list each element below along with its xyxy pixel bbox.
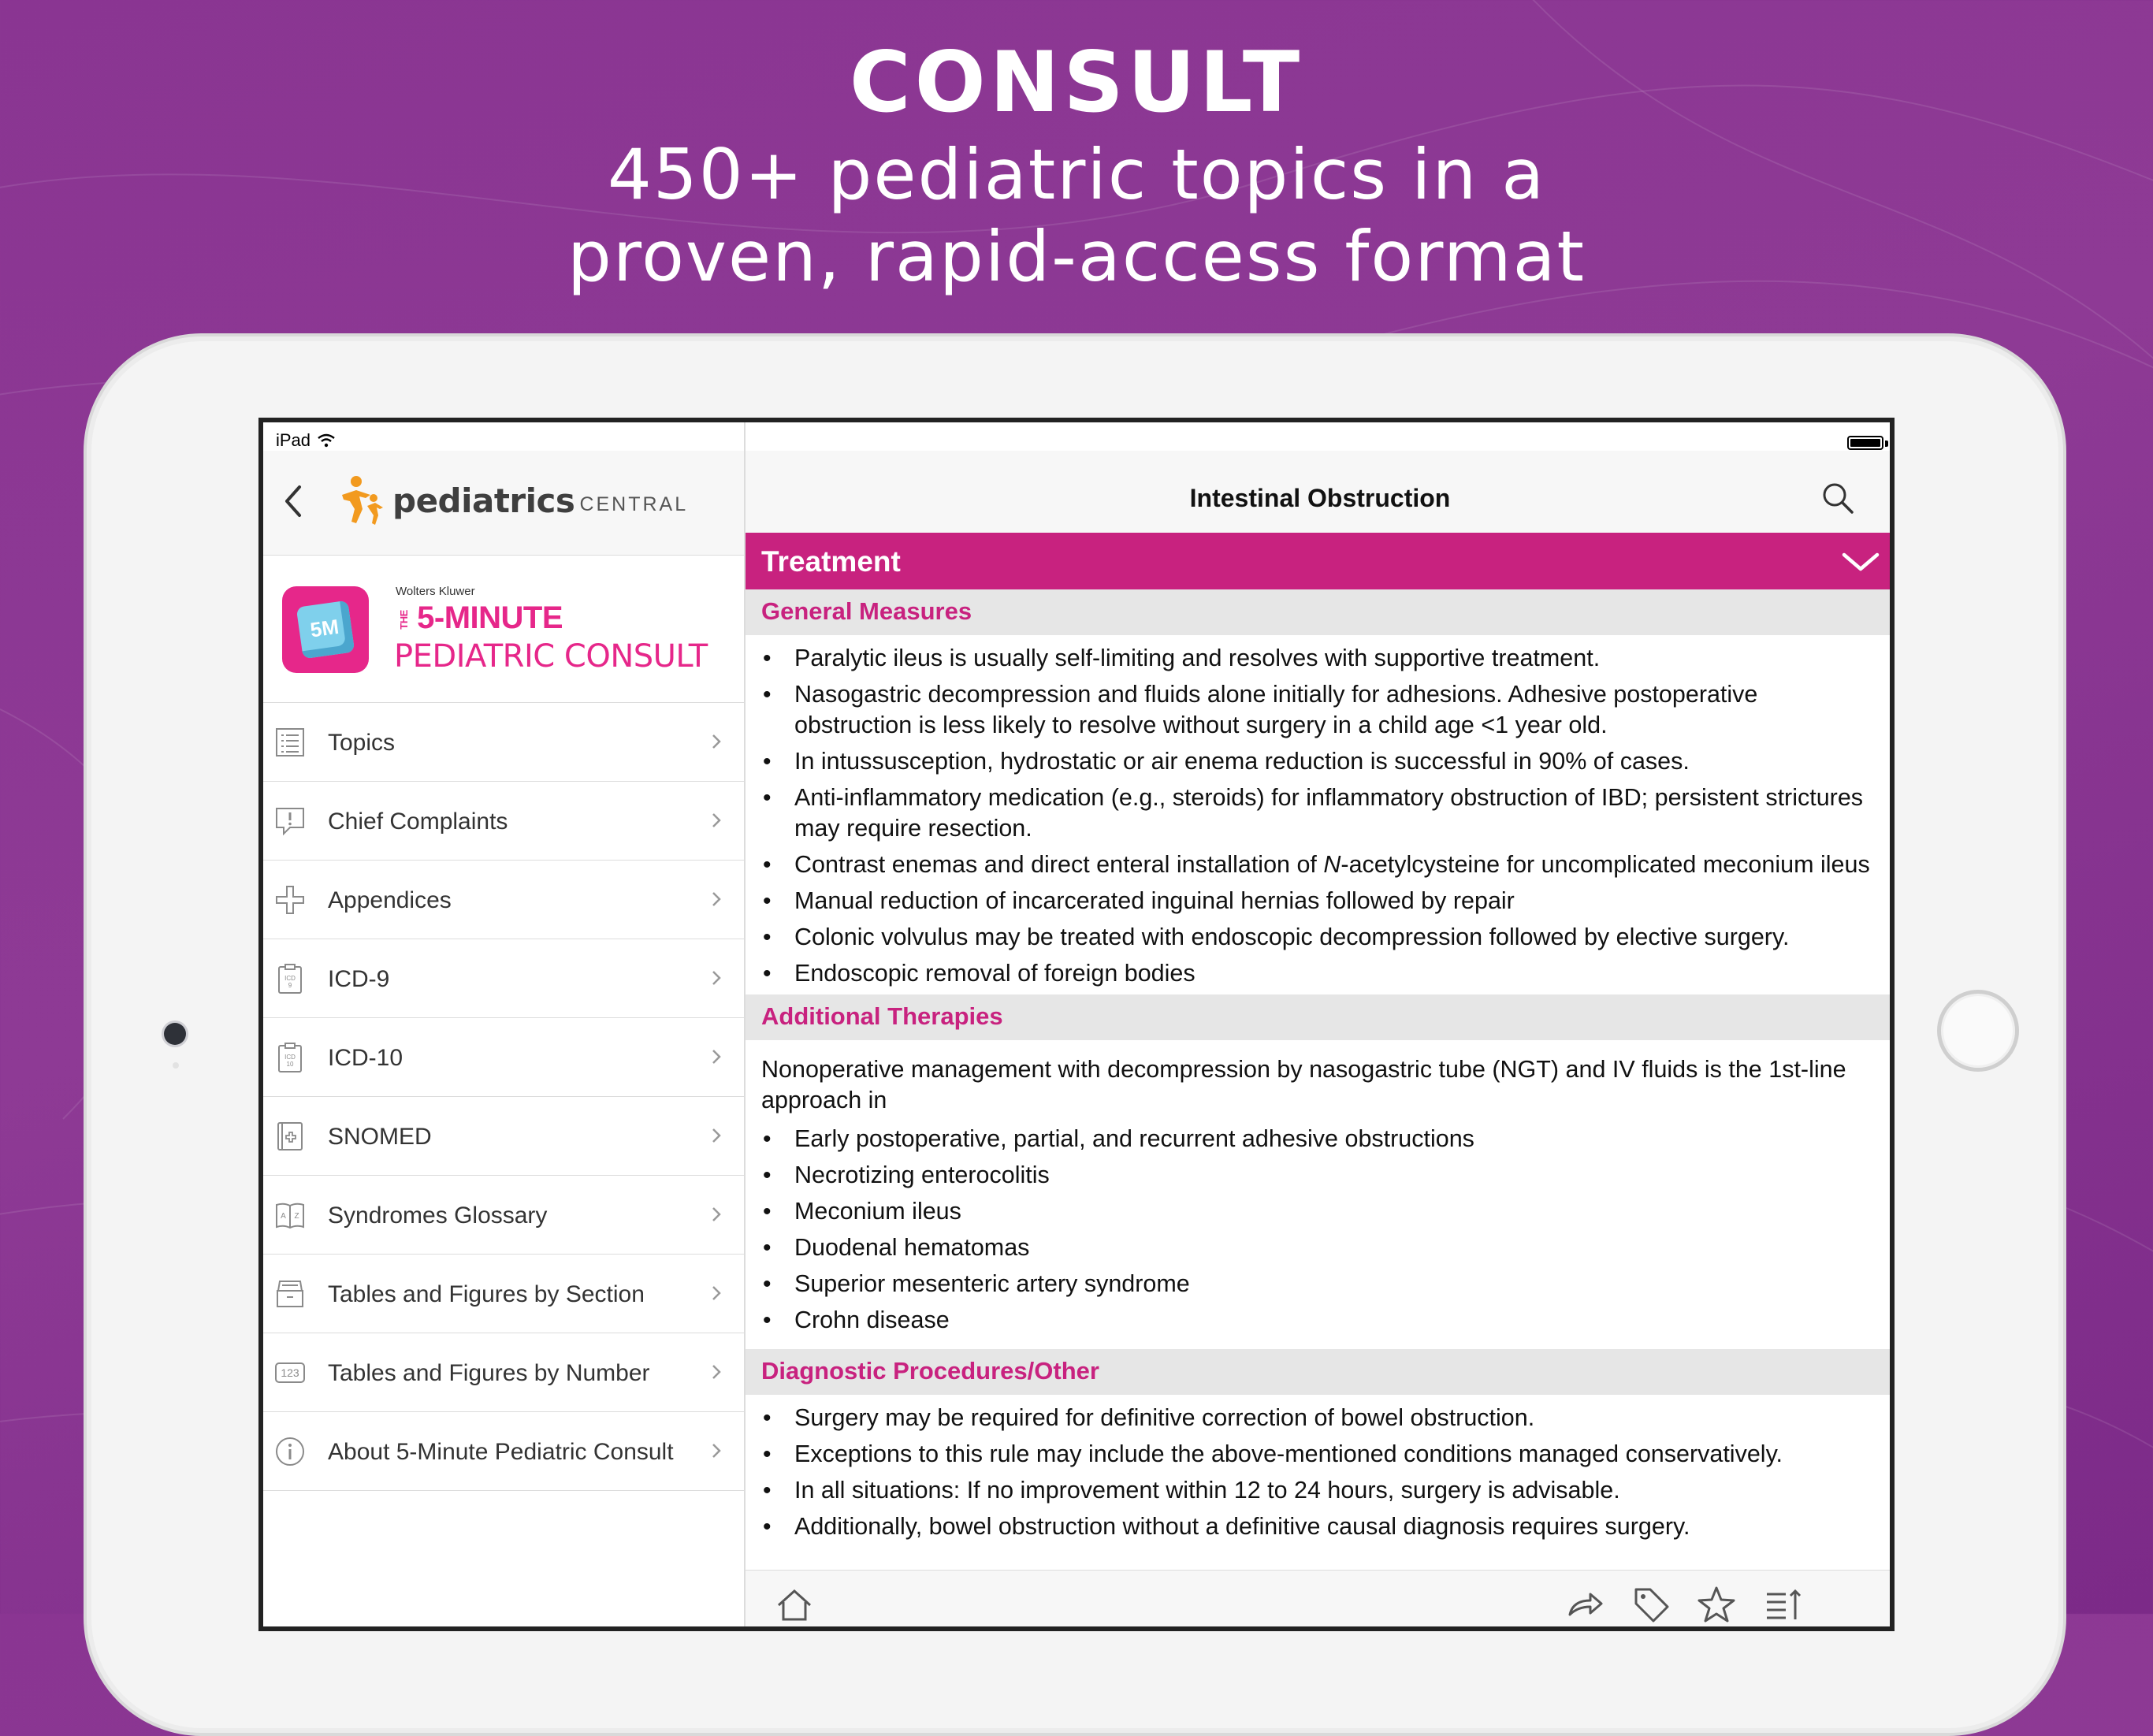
icd9-clipboard-icon bbox=[274, 963, 306, 994]
book-title-prefix: THE bbox=[397, 610, 410, 630]
chevron-right-icon bbox=[711, 969, 722, 987]
outline-icon[interactable] bbox=[1762, 1585, 1803, 1626]
sidebar-item-label: SNOMED bbox=[328, 1124, 432, 1150]
plus-icon bbox=[274, 884, 306, 916]
number-badge-icon bbox=[274, 1357, 306, 1388]
status-bar bbox=[263, 422, 744, 451]
star-icon[interactable] bbox=[1696, 1585, 1737, 1626]
list-item: • Colonic volvulus may be treated with endoscopic decompression followed by elective surgery. bbox=[761, 922, 1876, 953]
brand-suffix: CENTRAL bbox=[579, 493, 689, 515]
list-item: • Surgery may be required for definitive correction of bowel obstruction. bbox=[761, 1403, 1876, 1433]
front-camera bbox=[164, 1023, 186, 1045]
sidebar-item-chief-complaints[interactable] bbox=[263, 782, 744, 861]
list-item: • Nasogastric decompression and fluids alone initially for adhesions. Adhesive postoperative obstruction is less likely to resolve without surgery in a child age <1 year old. bbox=[761, 679, 1876, 741]
svg-text:9: 9 bbox=[288, 982, 292, 989]
chevron-right-icon bbox=[711, 1048, 722, 1065]
list-item: • Paralytic ileus is usually self-limiting and resolves with supportive treatment. bbox=[761, 643, 1876, 674]
sidebar-item-label: ICD-10 bbox=[328, 1045, 403, 1071]
sidebar-item-label: Tables and Figures by Section bbox=[328, 1281, 645, 1307]
list-item: • Additionally, bowel obstruction without a definitive causal diagnosis requires surgery. bbox=[761, 1511, 1876, 1542]
back-chevron-icon[interactable] bbox=[277, 479, 309, 523]
list-item: • Meconium ileus bbox=[761, 1196, 1876, 1227]
svg-text:123: 123 bbox=[281, 1366, 299, 1379]
list-item: • In all situations: If no improvement within 12 to 24 hours, surgery is advisable. bbox=[761, 1475, 1876, 1506]
sidebar-item-syndromes-glossary[interactable] bbox=[263, 1176, 744, 1255]
tag-icon[interactable] bbox=[1631, 1585, 1672, 1626]
sidebar-item-about[interactable] bbox=[263, 1412, 744, 1491]
home-button[interactable] bbox=[1937, 990, 2019, 1072]
list-item: • Duodenal hematomas bbox=[761, 1232, 1876, 1263]
svg-text:ICD: ICD bbox=[284, 1054, 296, 1061]
wifi-icon bbox=[317, 433, 336, 448]
additional-therapies-list bbox=[761, 1124, 1876, 1336]
medical-book-icon bbox=[274, 1121, 306, 1152]
book-publisher: Wolters Kluwer bbox=[396, 585, 475, 598]
headline-subtitle-line2: proven, rapid-access format bbox=[567, 216, 1586, 297]
app-screen bbox=[258, 418, 1895, 1631]
sidebar-item-snomed[interactable] bbox=[263, 1097, 744, 1176]
list-item: • Early postoperative, partial, and recurrent adhesive obstructions bbox=[761, 1124, 1876, 1154]
list-item bbox=[761, 849, 1876, 880]
chevron-right-icon bbox=[711, 1363, 722, 1381]
chevron-right-icon bbox=[711, 812, 722, 829]
sidebar-item-label: ICD-9 bbox=[328, 966, 390, 992]
sidebar-item-tables-by-section[interactable] bbox=[263, 1255, 744, 1333]
promo-headline bbox=[0, 32, 2153, 298]
list-item: • In intussusception, hydrostatic or air enema reduction is successful in 90% of cases. bbox=[761, 746, 1876, 777]
diagnostic-list bbox=[761, 1403, 1876, 1542]
status-left bbox=[276, 430, 336, 451]
bottom-toolbar bbox=[746, 1570, 1895, 1631]
list-item: • Superior mesenteric artery syndrome bbox=[761, 1269, 1876, 1299]
sidebar-menu bbox=[263, 703, 744, 1491]
sidebar-item-icd9[interactable] bbox=[263, 939, 744, 1018]
sidebar-item-label: About 5-Minute Pediatric Consult bbox=[328, 1439, 674, 1465]
chevron-right-icon bbox=[711, 1206, 722, 1223]
info-icon bbox=[274, 1436, 306, 1467]
sidebar-item-topics[interactable] bbox=[263, 703, 744, 782]
sidebar-item-tables-by-number[interactable] bbox=[263, 1333, 744, 1412]
section-header-treatment[interactable] bbox=[746, 533, 1895, 589]
section-title: Treatment bbox=[761, 545, 901, 578]
list-item: • Manual reduction of incarcerated inguinal hernias followed by repair bbox=[761, 886, 1876, 916]
subhead-label: General Measures bbox=[761, 597, 972, 625]
sidebar-item-icd10[interactable] bbox=[263, 1018, 744, 1097]
chevron-right-icon bbox=[711, 1127, 722, 1144]
svg-text:10: 10 bbox=[286, 1061, 294, 1068]
subhead-general-measures bbox=[746, 589, 1895, 635]
device-label: iPad bbox=[276, 430, 311, 450]
chevron-down-icon[interactable] bbox=[1841, 548, 1880, 574]
sidebar-item-label: Topics bbox=[328, 730, 396, 756]
list-item: • Anti-inflammatory medication (e.g., steroids) for inflammatory obstruction of IBD; persistent strictures may require resection. bbox=[761, 783, 1876, 844]
battery-tip bbox=[1885, 441, 1888, 447]
battery-icon bbox=[1847, 436, 1883, 450]
svg-text:A: A bbox=[281, 1212, 286, 1221]
book-title-main: 5-MINUTE bbox=[417, 600, 563, 635]
speech-alert-icon bbox=[274, 805, 306, 837]
list-item: • Necrotizing enterocolitis bbox=[761, 1160, 1876, 1191]
sidebar-item-label: Appendices bbox=[328, 887, 452, 913]
sidebar bbox=[263, 422, 746, 1626]
detail-pane bbox=[746, 422, 1895, 1626]
article-body[interactable] bbox=[746, 533, 1895, 1570]
list-item-text: Contrast enemas and direct enteral installation of bbox=[794, 851, 1324, 878]
brand-word: pediatrics bbox=[392, 481, 575, 520]
sidebar-item-label: Syndromes Glossary bbox=[328, 1203, 548, 1229]
headline-subtitle-line1: 450+ pediatric topics in a bbox=[607, 134, 1546, 215]
subhead-label: Additional Therapies bbox=[761, 1002, 1003, 1030]
pediatrics-central-figures-icon bbox=[339, 474, 386, 526]
list-item: • Exceptions to this rule may include the above-mentioned conditions managed conservatively. bbox=[761, 1439, 1876, 1470]
sidebar-item-appendices[interactable] bbox=[263, 861, 744, 939]
book-app-icon bbox=[282, 586, 369, 673]
book-title-line2: PEDIATRIC CONSULT bbox=[394, 638, 708, 675]
subhead-label: Diagnostic Procedures/Other bbox=[761, 1357, 1099, 1385]
svg-text:Z: Z bbox=[294, 1212, 299, 1221]
chevron-right-icon bbox=[711, 890, 722, 908]
chevron-right-icon bbox=[711, 1442, 722, 1459]
headline-title: CONSULT bbox=[849, 34, 1304, 131]
search-icon[interactable] bbox=[1819, 479, 1857, 517]
az-book-icon bbox=[274, 1199, 306, 1231]
share-icon[interactable] bbox=[1565, 1585, 1606, 1626]
file-box-icon bbox=[274, 1278, 306, 1310]
page-title: Intestinal Obstruction bbox=[1189, 484, 1451, 512]
additional-therapies-intro: Nonoperative management with decompression by nasogastric tube (NGT) and IV fluids is the 1st-line approach in bbox=[761, 1056, 1846, 1113]
subhead-diagnostic-procedures bbox=[746, 1349, 1895, 1395]
chevron-right-icon bbox=[711, 1284, 722, 1302]
sidebar-item-label: Tables and Figures by Number bbox=[328, 1360, 650, 1386]
book-title-line1 bbox=[394, 600, 563, 636]
icd10-clipboard-icon bbox=[274, 1042, 306, 1073]
list-item-italic: N bbox=[1323, 851, 1341, 878]
svg-text:ICD: ICD bbox=[284, 975, 296, 982]
home-icon[interactable] bbox=[774, 1585, 815, 1626]
cube-icon: 5M bbox=[296, 600, 355, 660]
list-icon bbox=[274, 727, 306, 758]
pediatrics-central-logo bbox=[339, 473, 688, 528]
list-item: • Crohn disease bbox=[761, 1305, 1876, 1336]
book-header[interactable] bbox=[263, 555, 744, 703]
light-sensor bbox=[173, 1062, 179, 1069]
chevron-right-icon bbox=[711, 733, 722, 750]
sidebar-item-label: Chief Complaints bbox=[328, 809, 508, 835]
subhead-additional-therapies bbox=[746, 994, 1895, 1040]
list-item-text: -acetylcysteine for uncomplicated meconium ileus bbox=[1341, 851, 1870, 878]
list-item: • Endoscopic removal of foreign bodies bbox=[761, 958, 1876, 989]
sidebar-nav-bar bbox=[263, 451, 744, 556]
general-measures-list bbox=[761, 643, 1876, 989]
